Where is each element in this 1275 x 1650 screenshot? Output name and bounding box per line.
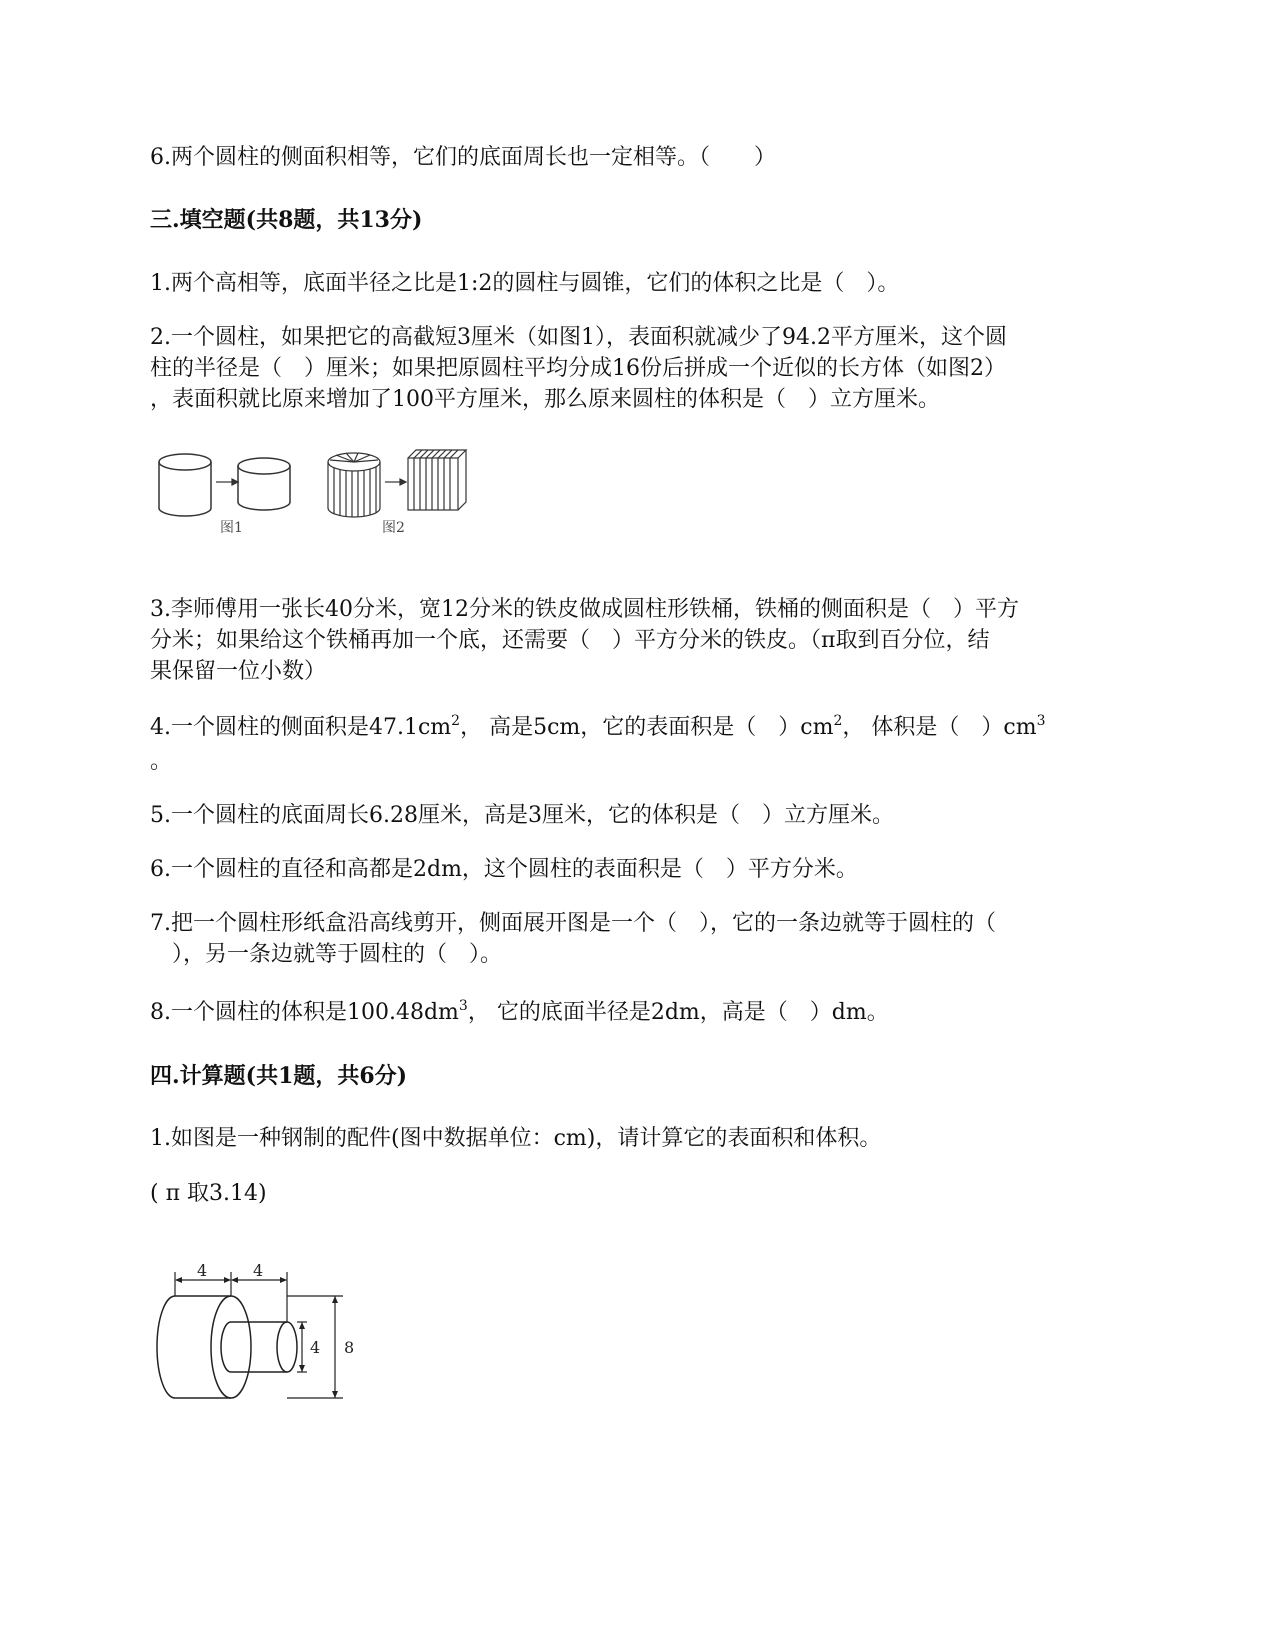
- arrow-2: [385, 479, 406, 485]
- top-dimension-lines: [175, 1272, 287, 1322]
- figure-2-cylinder-sliced: [328, 453, 380, 517]
- q4-part-c: ， 体积是（ ）cm: [842, 715, 1037, 740]
- figure-1-label: 图1: [220, 520, 243, 536]
- fill-question-8: [150, 997, 1130, 1029]
- dim-label-right-4: 4: [253, 1262, 264, 1280]
- q8-part-b: ， 它的底面半径是2dm，高是（ ）dm。: [467, 1000, 889, 1025]
- q4-superscript-1: 2: [451, 713, 461, 729]
- fill-question-2-line-2: 柱的半径是（ ）厘米；如果把原圆柱平均分成16份后拼成一个近似的长方体（如图2）: [150, 356, 1006, 381]
- q8-part-a: 8.一个圆柱的体积是100.48dm: [150, 1000, 459, 1025]
- arrow-1: [216, 479, 238, 485]
- dim-label-inner-4: 4: [310, 1338, 321, 1357]
- large-cylinder: [157, 1296, 251, 1398]
- steel-part-figure: [145, 1262, 375, 1412]
- fill-question-4-line-2: 。: [150, 749, 173, 774]
- figure-2-approx-cuboid: [408, 450, 466, 510]
- fill-question-3-line-1: 3.李师傅用一张长40分米，宽12分米的铁皮做成圆柱形铁桶，铁桶的侧面积是（ ）平方: [150, 597, 1019, 622]
- section-3-heading: 三.填空题(共8题，共13分): [150, 207, 423, 233]
- dim-label-left-4: 4: [197, 1262, 208, 1280]
- calc-question-1: 1.如图是一种钢制的配件(图中数据单位：cm)，请计算它的表面积和体积。: [150, 1126, 882, 1151]
- figure-2-label: 图2: [382, 520, 405, 536]
- small-cylinder: [221, 1322, 297, 1372]
- q8-superscript: 3: [458, 998, 468, 1014]
- q4-superscript-2: 2: [833, 713, 843, 729]
- fill-question-3-line-3: 果保留一位小数）: [150, 659, 327, 684]
- fill-question-3-line-2: 分米；如果给这个铁桶再加一个底，还需要（ ）平方分米的铁皮。（π取到百分位，结: [150, 628, 990, 653]
- fill-question-2-line-1: 2.一个圆柱，如果把它的高截短3厘米（如图1），表面积就减少了94.2平方厘米，这个圆: [150, 325, 1007, 350]
- q4-part-a: 4.一个圆柱的侧面积是47.1cm: [150, 715, 452, 740]
- fill-question-1: 1.两个高相等，底面半径之比是1:2的圆柱与圆锥，它们的体积之比是（ ）。: [150, 271, 900, 296]
- figure-1-cylinder-shortened: [238, 458, 290, 510]
- judge-question-6: 6.两个圆柱的侧面积相等，它们的底面周长也一定相等。（ ）: [150, 145, 776, 170]
- dim-label-outer-8: 8: [344, 1338, 355, 1357]
- pi-note: ( π 取3.14): [150, 1181, 267, 1206]
- q4-part-b: ， 高是5cm，它的表面积是（ ）cm: [460, 715, 834, 740]
- fill-question-2-line-3: ，表面积就比原来增加了100平方厘米，那么原来圆柱的体积是（ ）立方厘米。: [150, 387, 940, 412]
- cylinder-figures: [150, 440, 480, 550]
- fill-question-6: 6.一个圆柱的直径和高都是2dm，这个圆柱的表面积是（ ）平方分米。: [150, 857, 858, 882]
- section-4-heading: 四.计算题(共1题，共6分): [150, 1063, 408, 1089]
- q4-superscript-3: 3: [1036, 713, 1046, 729]
- figure-1-cylinder-original: [159, 454, 211, 516]
- fill-question-5: 5.一个圆柱的底面周长6.28厘米，高是3厘米，它的体积是（ ）立方厘米。: [150, 803, 894, 828]
- fill-question-4-line-1: [150, 712, 1130, 744]
- fill-question-7-line-2: ），另一条边就等于圆柱的（ ）。: [150, 942, 503, 967]
- fill-question-7-line-1: 7.把一个圆柱形纸盒沿高线剪开，侧面展开图是一个（ ），它的一条边就等于圆柱的（: [150, 911, 996, 936]
